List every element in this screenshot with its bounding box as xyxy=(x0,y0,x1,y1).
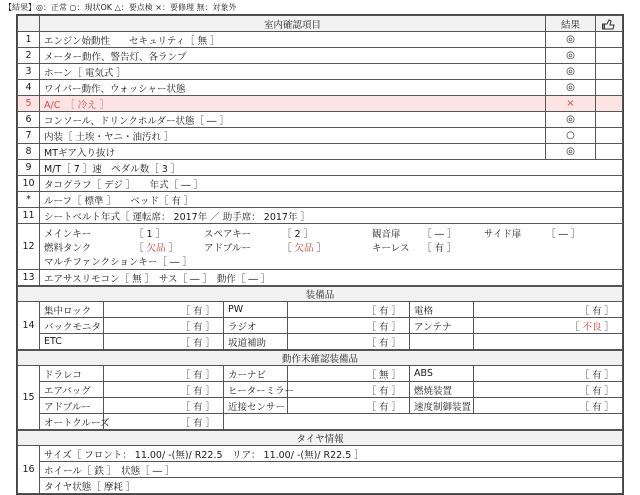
key-line-3: マルチファンクションキー［ ― ］ xyxy=(44,256,192,268)
inspection-row-8: 8 MTギア入り抜け ◎ xyxy=(18,144,623,160)
unconfirmed-row-1: 15 ドラレコ ［ 有 ］ カーナビ ［ 無 ］ ABS ［ 有 ］ xyxy=(18,366,623,382)
result-header: 結果 xyxy=(546,16,596,32)
equipment-table xyxy=(17,286,623,350)
hand-icon xyxy=(596,16,623,32)
unconfirmed-row-3: アドブルー ［ 有 ］ 近接センサー ［ 有 ］ 速度制御装置 ［ 有 ］ xyxy=(18,398,623,414)
antenna-value: ［ 不良 ］ xyxy=(474,318,623,334)
inspection-row-5-highlighted: 5 A/C ［ 冷え ］ × xyxy=(18,96,623,112)
result-legend: 【結果】◎：正常 ○：現状OK △：要点検 ×：要修理 無：対象外 xyxy=(4,3,237,12)
equipment-row-2: バックモニタ ［ 有 ］ ラジオ ［ 有 ］ アンテナ ［ 不良 ］ xyxy=(18,318,623,334)
equipment-row-1: 14 集中ロック ［ 有 ］ PW ［ 有 ］ 電格 ［ 有 ］ xyxy=(18,302,623,318)
tire-title: タイヤ情報 xyxy=(18,431,623,446)
equipment-title: 装備品 xyxy=(18,287,623,302)
inspection-sheet xyxy=(16,14,624,495)
unconfirmed-table xyxy=(17,350,623,430)
unconfirmed-row-4: オートクルーズ ［ 有 ］ xyxy=(18,414,623,430)
equipment-row-3: ETC ［ 有 ］ 坂道補助 ［ 有 ］ xyxy=(18,334,623,350)
tire-row-size: 16 サイズ［ フロント： 11.00/ -(無)/ R22.5 リア： 11.00/ -(無)/ R22.5 ］ xyxy=(18,446,623,462)
spec-row-12: 12 メインキー ［ 1 ］ スペアキー ［ 2 ］ 観音扉 ［ ― ］ サイド扉 ［ ― ］ 燃料タンク ［ 欠品 ］ アドブルー ［ 欠品 ］ キーレス ［ 有 ］ マルチファンクションキー［ ― ］ xyxy=(18,224,623,270)
unconfirmed-title: 動作未確認装備品 xyxy=(18,351,623,366)
spec-row-10: 10 タコグラフ［ デジ ］ 年式［ ― ］ xyxy=(18,176,623,192)
inspection-table xyxy=(17,15,623,286)
inspection-row-1: 1 エンジン始動性 セキュリティ［ 無 ］ ◎ xyxy=(18,32,623,48)
header-spacer xyxy=(18,16,40,32)
fuel-tank-value: ［ 欠品 ］ xyxy=(134,242,179,254)
spec-row-11: 11 シートベルト年式［ 運転席： 2017年 ／ 助手席： 2017年 ］ xyxy=(18,208,623,224)
inspection-row-7: 7 内装［ 土埃・ヤニ・油汚れ ］ ○ xyxy=(18,128,623,144)
key-line-2: 燃料タンク ［ 欠品 ］ アドブルー ［ 欠品 ］ キーレス ［ 有 ］ xyxy=(44,240,618,254)
spec-row-9: 9 M/T［ 7 ］速 ペダル数［ 3 ］ xyxy=(18,160,623,176)
inspection-row-6: 6 コンソール、ドリンクホルダー状態［ ― ］ ◎ xyxy=(18,112,623,128)
tire-row-wheel: ホイール［ 鉄 ］ 状態［ ― ］ xyxy=(18,462,623,478)
inspection-row-4: 4 ワイパー動作、ウォッシャー状態 ◎ xyxy=(18,80,623,96)
tire-table xyxy=(17,430,623,494)
spec-row-star: * ルーフ［ 標準 ］ ベッド［ 有 ］ xyxy=(18,192,623,208)
key-info-cell xyxy=(40,224,623,270)
unconfirmed-row-2: エアバッグ ［ 有 ］ ヒーターミラー ［ 有 ］ 燃焼装置 ［ 有 ］ xyxy=(18,382,623,398)
inspection-title: 室内確認項目 xyxy=(40,16,546,32)
adblue-value: ［ 欠品 ］ xyxy=(282,242,327,254)
key-line-1: メインキー ［ 1 ］ スペアキー ［ 2 ］ 観音扉 ［ ― ］ サイド扉 ［ ― ］ xyxy=(44,228,581,240)
inspection-row-2: 2 メーター動作、警告灯、各ランプ ◎ xyxy=(18,48,623,64)
tire-row-condition: タイヤ状態［ 摩耗 ］ xyxy=(18,478,623,494)
spec-row-13: 13 エアサスリモコン［ 無 ］ サス［ ― ］ 動作［ ― ］ xyxy=(18,270,623,286)
inspection-row-3: 3 ホーン［ 電気式 ］ ◎ xyxy=(18,64,623,80)
